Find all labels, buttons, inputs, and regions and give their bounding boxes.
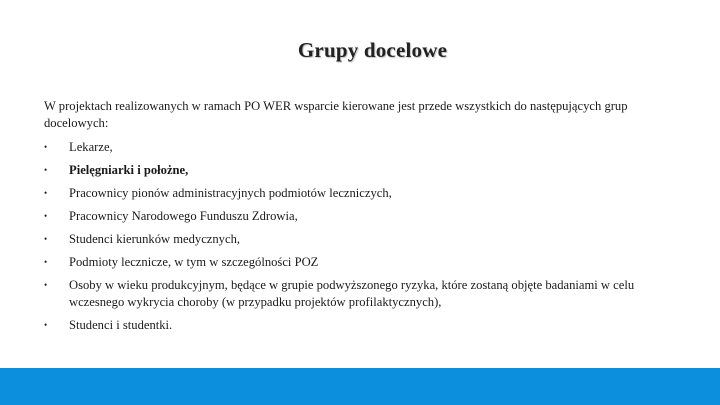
slide-content	[44, 98, 684, 340]
target-group-list	[44, 139, 684, 334]
bullet-icon: •	[44, 280, 48, 290]
list-item	[44, 162, 684, 179]
slide-title: Grupy docelowe	[297, 38, 448, 62]
list-item-text: Lekarze,	[69, 140, 113, 154]
list-item	[44, 139, 684, 156]
list-item-text: Osoby w wieku produkcyjnym, będące w grupie podwyższonego ryzyka, które zostaną objęte badaniami w celu wczesnego wykrycia choroby (w przypadku projektów profilaktycznych),	[69, 278, 635, 309]
bullet-icon: •	[44, 257, 48, 267]
bullet-icon: •	[44, 234, 48, 244]
list-item	[44, 185, 684, 202]
list-item	[44, 317, 684, 334]
list-item	[44, 208, 684, 225]
list-item-text: Podmioty lecznicze, w tym w szczególności POZ	[69, 255, 319, 269]
list-item-text: Studenci kierunków medycznych,	[69, 232, 241, 246]
list-item-text: Pracownicy pionów administracyjnych podmiotów leczniczych,	[69, 186, 392, 200]
bullet-icon: •	[44, 142, 48, 152]
list-item-text: Pielęgniarki i położne,	[69, 163, 189, 177]
list-item	[44, 231, 684, 248]
bullet-icon: •	[44, 320, 48, 330]
list-item-text: Pracownicy Narodowego Funduszu Zdrowia,	[69, 209, 298, 223]
bullet-icon: •	[44, 165, 48, 175]
bullet-icon: •	[44, 211, 48, 221]
list-item	[44, 254, 684, 271]
intro-text: W projektach realizowanych w ramach PO WER wsparcie kierowane jest przede wszystkich do następujących grup docelowych:	[44, 99, 628, 130]
list-item-text: Studenci i studentki.	[69, 318, 173, 332]
footer-accent-bar	[0, 368, 720, 405]
list-item	[44, 277, 684, 311]
bullet-icon: •	[44, 188, 48, 198]
